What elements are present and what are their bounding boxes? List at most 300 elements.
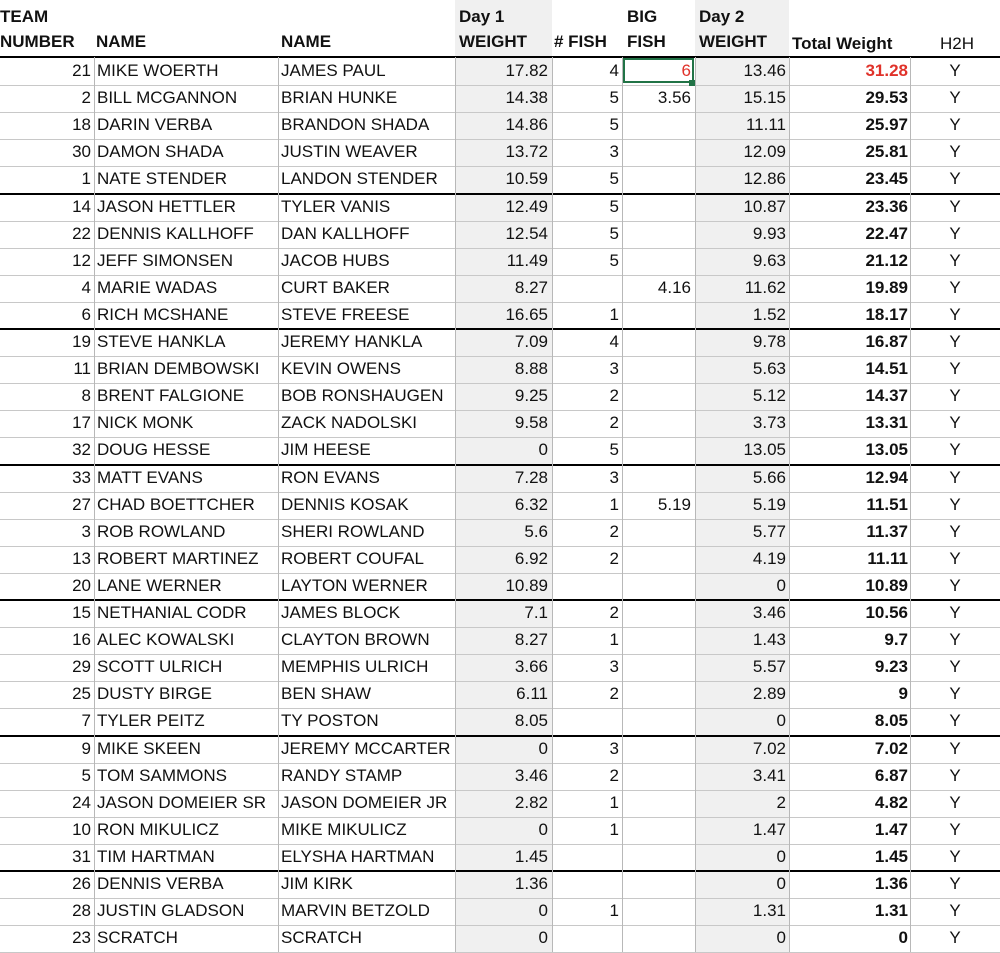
cell-name1[interactable]: CHAD BOETTCHER: [97, 495, 255, 514]
cell-day2[interactable]: 7.02: [752, 739, 786, 758]
cell-name2[interactable]: RON EVANS: [281, 468, 380, 487]
cell-big[interactable]: [622, 925, 691, 951]
cell-h2h[interactable]: Y: [949, 793, 961, 812]
cell-name2[interactable]: DAN KALLHOFF: [281, 224, 410, 243]
cell-name1[interactable]: LANE WERNER: [97, 576, 222, 595]
cell-day2[interactable]: 3.41: [752, 766, 786, 785]
cell-big[interactable]: [622, 898, 691, 924]
cell-name1[interactable]: SCOTT ULRICH: [97, 657, 223, 676]
cell-total[interactable]: 11.37: [866, 522, 908, 541]
cell-name2[interactable]: JEREMY MCCARTER: [281, 739, 451, 758]
cell-name2[interactable]: JIM KIRK: [281, 874, 353, 893]
cell-h2h[interactable]: Y: [949, 522, 961, 541]
cell-big[interactable]: [622, 194, 691, 220]
cell-name2[interactable]: SHERI ROWLAND: [281, 522, 425, 541]
cell-day1[interactable]: 14.86: [505, 115, 548, 134]
cell-fish[interactable]: 5: [609, 251, 619, 270]
cell-day1[interactable]: 1.36: [514, 874, 548, 893]
cell-team[interactable]: 3: [81, 522, 91, 541]
cell-total[interactable]: 9.7: [884, 630, 908, 649]
cell-team[interactable]: 1: [81, 169, 91, 188]
cell-day1[interactable]: 3.66: [514, 657, 548, 676]
cell-total[interactable]: 1.45: [874, 847, 908, 866]
cell-big[interactable]: [622, 844, 691, 870]
cell-h2h[interactable]: Y: [949, 169, 961, 188]
cell-day2[interactable]: 5.12: [752, 386, 786, 405]
cell-big[interactable]: [622, 681, 691, 707]
cell-total[interactable]: 9.23: [874, 657, 908, 676]
cell-name1[interactable]: MIKE WOERTH: [97, 61, 219, 80]
cell-h2h[interactable]: Y: [949, 386, 961, 405]
cell-big[interactable]: 5.19: [657, 495, 691, 514]
cell-total[interactable]: 4.82: [874, 793, 908, 812]
cell-big[interactable]: [622, 112, 691, 138]
cell-total[interactable]: 7.02: [874, 739, 908, 758]
cell-day1[interactable]: 10.89: [505, 576, 548, 595]
cell-day1[interactable]: 8.27: [514, 278, 548, 297]
cell-fish[interactable]: 2: [609, 413, 619, 432]
cell-name2[interactable]: JUSTIN WEAVER: [281, 142, 418, 161]
cell-team[interactable]: 33: [72, 468, 91, 487]
cell-fish[interactable]: 2: [609, 684, 619, 703]
cell-team[interactable]: 7: [81, 711, 91, 730]
cell-day2[interactable]: 10.87: [743, 197, 786, 216]
cell-fish[interactable]: [552, 275, 619, 301]
cell-big[interactable]: [622, 736, 691, 762]
cell-day1[interactable]: 0: [538, 440, 548, 459]
cell-h2h[interactable]: Y: [949, 197, 961, 216]
cell-h2h[interactable]: Y: [949, 332, 961, 351]
cell-team[interactable]: 2: [81, 88, 91, 107]
cell-team[interactable]: 26: [72, 874, 91, 893]
cell-team[interactable]: 11: [73, 359, 91, 378]
cell-total[interactable]: 14.37: [865, 386, 908, 405]
cell-team[interactable]: 15: [72, 603, 91, 622]
cell-day1[interactable]: 12.54: [505, 224, 548, 243]
cell-fish[interactable]: [552, 708, 619, 734]
cell-h2h[interactable]: Y: [949, 413, 961, 432]
cell-name2[interactable]: BEN SHAW: [281, 684, 372, 703]
cell-day2[interactable]: 12.09: [743, 142, 786, 161]
cell-h2h[interactable]: Y: [949, 766, 961, 785]
cell-fish[interactable]: 3: [609, 142, 619, 161]
cell-big[interactable]: [622, 546, 691, 572]
cell-name2[interactable]: TYLER VANIS: [281, 197, 391, 216]
cell-day2[interactable]: 1.31: [752, 901, 786, 920]
cell-name2[interactable]: MEMPHIS ULRICH: [281, 657, 429, 676]
cell-day1[interactable]: 3.46: [514, 766, 548, 785]
cell-total[interactable]: 13.05: [865, 440, 908, 459]
cell-fish[interactable]: 4: [609, 61, 619, 80]
cell-name1[interactable]: DUSTY BIRGE: [97, 684, 212, 703]
cell-big[interactable]: [622, 437, 691, 463]
cell-name1[interactable]: JUSTIN GLADSON: [97, 901, 245, 920]
cell-h2h[interactable]: Y: [949, 440, 961, 459]
cell-name2[interactable]: LANDON STENDER: [281, 169, 438, 188]
cell-team[interactable]: 23: [72, 928, 91, 947]
cell-day1[interactable]: 6.32: [514, 495, 548, 514]
cell-day2[interactable]: 12.86: [743, 169, 786, 188]
cell-name2[interactable]: JEREMY HANKLA: [281, 332, 423, 351]
cell-name2[interactable]: ZACK NADOLSKI: [281, 413, 418, 432]
cell-h2h[interactable]: Y: [949, 115, 961, 134]
cell-day2[interactable]: 5.19: [752, 495, 786, 514]
cell-h2h[interactable]: Y: [949, 603, 961, 622]
cell-h2h[interactable]: Y: [949, 359, 961, 378]
cell-day2[interactable]: 9.78: [752, 332, 786, 351]
cell-fish[interactable]: 1: [609, 793, 619, 812]
cell-total[interactable]: 9: [898, 684, 908, 703]
cell-fish[interactable]: 5: [609, 224, 619, 243]
cell-name1[interactable]: NATE STENDER: [97, 169, 228, 188]
cell-h2h[interactable]: Y: [949, 820, 961, 839]
cell-h2h[interactable]: Y: [949, 278, 961, 297]
cell-name2[interactable]: JIM HEESE: [281, 440, 371, 459]
cell-day2[interactable]: 9.93: [752, 224, 786, 243]
cell-name2[interactable]: BRANDON SHADA: [281, 115, 430, 134]
cell-total[interactable]: 25.97: [865, 115, 908, 134]
cell-big[interactable]: [622, 302, 691, 328]
cell-name1[interactable]: BRENT FALGIONE: [97, 386, 245, 405]
cell-name1[interactable]: NICK MONK: [97, 413, 194, 432]
cell-day2[interactable]: 0: [776, 928, 786, 947]
cell-total[interactable]: 0: [898, 928, 908, 947]
cell-day2[interactable]: 11.11: [745, 115, 786, 134]
cell-day2[interactable]: 13.05: [743, 440, 786, 459]
cell-h2h[interactable]: Y: [949, 251, 961, 270]
cell-h2h[interactable]: Y: [949, 305, 961, 324]
cell-team[interactable]: 27: [72, 495, 91, 514]
cell-name2[interactable]: ROBERT COUFAL: [281, 549, 424, 568]
cell-big[interactable]: [622, 329, 691, 355]
cell-day1[interactable]: 8.27: [514, 630, 548, 649]
selected-cell[interactable]: [623, 58, 694, 83]
cell-big[interactable]: 6: [681, 61, 691, 80]
cell-big[interactable]: [622, 573, 691, 599]
cell-day1[interactable]: 0: [538, 739, 548, 758]
cell-total[interactable]: 1.36: [874, 874, 908, 893]
cell-total[interactable]: 31.28: [865, 61, 908, 80]
cell-team[interactable]: 16: [72, 630, 91, 649]
cell-day2[interactable]: 2.89: [752, 684, 786, 703]
cell-big[interactable]: [622, 139, 691, 165]
header-day1-2: WEIGHT: [459, 32, 527, 51]
cell-day2[interactable]: 1.47: [752, 820, 786, 839]
cell-name1[interactable]: JASON DOMEIER SR: [97, 793, 267, 812]
cell-big[interactable]: 4.16: [657, 278, 691, 297]
cell-team[interactable]: 9: [81, 739, 91, 758]
cell-total[interactable]: 22.47: [865, 224, 908, 243]
cell-big[interactable]: [622, 248, 691, 274]
cell-name2[interactable]: DENNIS KOSAK: [281, 495, 409, 514]
cell-total[interactable]: 1.47: [874, 820, 908, 839]
cell-name1[interactable]: TYLER PEITZ: [97, 711, 205, 730]
cell-day2[interactable]: 0: [776, 576, 786, 595]
cell-name2[interactable]: JASON DOMEIER JR: [281, 793, 448, 812]
cell-big[interactable]: [622, 221, 691, 247]
cell-big[interactable]: [622, 654, 691, 680]
cell-fish[interactable]: 3: [609, 359, 619, 378]
cell-day1[interactable]: 7.09: [514, 332, 548, 351]
cell-team[interactable]: 13: [72, 549, 91, 568]
cell-total[interactable]: 23.45: [865, 169, 908, 188]
cell-fish[interactable]: [552, 844, 619, 870]
cell-name2[interactable]: BRIAN HUNKE: [281, 88, 398, 107]
cell-day2[interactable]: 4.19: [752, 549, 786, 568]
cell-day1[interactable]: 0: [538, 901, 548, 920]
fill-handle[interactable]: [689, 80, 695, 86]
cell-team[interactable]: 21: [72, 61, 91, 80]
cell-total[interactable]: 8.05: [874, 711, 908, 730]
cell-team[interactable]: 4: [81, 278, 91, 297]
cell-total[interactable]: 19.89: [865, 278, 908, 297]
cell-big[interactable]: [622, 871, 691, 897]
cell-day2[interactable]: 0: [776, 711, 786, 730]
cell-fish[interactable]: 5: [609, 169, 619, 188]
cell-name1[interactable]: MIKE SKEEN: [97, 739, 201, 758]
cell-total[interactable]: 10.56: [865, 603, 908, 622]
cell-day2[interactable]: 3.73: [752, 413, 786, 432]
cell-name1[interactable]: ROB ROWLAND: [97, 522, 226, 541]
cell-big[interactable]: [622, 465, 691, 491]
cell-total[interactable]: 1.31: [874, 901, 908, 920]
cell-big[interactable]: [622, 627, 691, 653]
cell-total[interactable]: 11.11: [867, 549, 908, 568]
cell-fish[interactable]: 2: [609, 549, 619, 568]
cell-fish[interactable]: 5: [609, 88, 619, 107]
cell-team[interactable]: 28: [72, 901, 91, 920]
cell-day1[interactable]: 14.38: [505, 88, 548, 107]
cell-fish[interactable]: 4: [609, 332, 619, 351]
cell-name1[interactable]: BILL MCGANNON: [97, 88, 238, 107]
cell-h2h[interactable]: Y: [949, 576, 961, 595]
cell-name2[interactable]: ELYSHA HARTMAN: [281, 847, 435, 866]
cell-day2[interactable]: 15.15: [743, 88, 786, 107]
cell-team[interactable]: 31: [72, 847, 91, 866]
cell-name1[interactable]: NETHANIAL CODR: [97, 603, 247, 622]
cell-day2[interactable]: 1.43: [752, 630, 786, 649]
cell-team[interactable]: 20: [72, 576, 91, 595]
cell-big[interactable]: [622, 817, 691, 843]
cell-day1[interactable]: 5.6: [524, 522, 548, 541]
cell-day1[interactable]: 16.65: [505, 305, 548, 324]
cell-h2h[interactable]: Y: [949, 495, 961, 514]
cell-name1[interactable]: DAMON SHADA: [97, 142, 224, 161]
cell-total[interactable]: 18.17: [865, 305, 908, 324]
cell-day2[interactable]: 0: [776, 847, 786, 866]
cell-name1[interactable]: BRIAN DEMBOWSKI: [97, 359, 260, 378]
cell-big[interactable]: [622, 383, 691, 409]
cell-total[interactable]: 16.87: [865, 332, 908, 351]
cell-h2h[interactable]: Y: [949, 630, 961, 649]
cell-day2[interactable]: 1.52: [752, 305, 786, 324]
cell-day1[interactable]: 2.82: [514, 793, 548, 812]
cell-team[interactable]: 12: [72, 251, 91, 270]
cell-fish[interactable]: 3: [609, 657, 619, 676]
cell-name1[interactable]: RICH MCSHANE: [97, 305, 229, 324]
cell-fish[interactable]: 1: [609, 630, 619, 649]
cell-name1[interactable]: DENNIS KALLHOFF: [97, 224, 254, 243]
cell-name1[interactable]: DOUG HESSE: [97, 440, 211, 459]
cell-team[interactable]: 17: [72, 413, 91, 432]
cell-name1[interactable]: DARIN VERBA: [97, 115, 213, 134]
cell-day2[interactable]: 2: [776, 793, 786, 812]
cell-day1[interactable]: 13.72: [505, 142, 548, 161]
cell-fish[interactable]: 3: [609, 468, 619, 487]
cell-big[interactable]: [622, 410, 691, 436]
cell-team[interactable]: 25: [72, 684, 91, 703]
cell-name2[interactable]: KEVIN OWENS: [281, 359, 401, 378]
cell-name1[interactable]: ALEC KOWALSKI: [97, 630, 235, 649]
cell-day1[interactable]: 0: [538, 928, 548, 947]
cell-name2[interactable]: JAMES PAUL: [281, 61, 386, 80]
cell-day1[interactable]: 6.11: [516, 684, 548, 703]
cell-total[interactable]: 25.81: [865, 142, 908, 161]
cell-day1[interactable]: 11.49: [506, 251, 548, 270]
cell-day2[interactable]: 11.62: [744, 278, 786, 297]
cell-fish[interactable]: 2: [609, 386, 619, 405]
cell-fish[interactable]: 2: [609, 522, 619, 541]
cell-h2h[interactable]: Y: [949, 142, 961, 161]
cell-team[interactable]: 19: [72, 332, 91, 351]
cell-h2h[interactable]: Y: [949, 657, 961, 676]
cell-team[interactable]: 24: [72, 793, 91, 812]
cell-name2[interactable]: JACOB HUBS: [281, 251, 390, 270]
cell-total[interactable]: 12.94: [865, 468, 908, 487]
cell-h2h[interactable]: Y: [949, 901, 961, 920]
cell-fish[interactable]: 3: [609, 739, 619, 758]
cell-team[interactable]: 14: [72, 197, 91, 216]
cell-fish[interactable]: 1: [609, 901, 619, 920]
cell-name1[interactable]: ROBERT MARTINEZ: [97, 549, 259, 568]
cell-day1[interactable]: 9.58: [514, 413, 548, 432]
cell-h2h[interactable]: Y: [949, 711, 961, 730]
cell-total[interactable]: 14.51: [865, 359, 908, 378]
cell-name2[interactable]: CURT BAKER: [281, 278, 390, 297]
cell-name2[interactable]: SCRATCH: [281, 928, 362, 947]
cell-day2[interactable]: 5.57: [752, 657, 786, 676]
cell-day2[interactable]: 0: [776, 874, 786, 893]
cell-h2h[interactable]: Y: [949, 684, 961, 703]
cell-big[interactable]: [622, 356, 691, 382]
cell-day1[interactable]: 6.92: [514, 549, 548, 568]
cell-team[interactable]: 8: [81, 386, 91, 405]
cell-team[interactable]: 5: [81, 766, 91, 785]
cell-team[interactable]: 30: [72, 142, 91, 161]
cell-name1[interactable]: JASON HETTLER: [97, 197, 236, 216]
cell-team[interactable]: 32: [72, 440, 91, 459]
cell-name1[interactable]: TIM HARTMAN: [97, 847, 215, 866]
cell-day1[interactable]: 8.05: [514, 711, 548, 730]
cell-big[interactable]: [622, 166, 691, 192]
cell-day2[interactable]: 5.66: [752, 468, 786, 487]
cell-fish[interactable]: [552, 573, 619, 599]
cell-day1[interactable]: 9.25: [514, 386, 548, 405]
cell-fish[interactable]: [552, 871, 619, 897]
cell-name1[interactable]: RON MIKULICZ: [97, 820, 219, 839]
cell-day1[interactable]: 12.49: [505, 197, 548, 216]
cell-name2[interactable]: BOB RONSHAUGEN: [281, 386, 444, 405]
cell-h2h[interactable]: Y: [949, 224, 961, 243]
cell-team[interactable]: 18: [72, 115, 91, 134]
cell-name2[interactable]: LAYTON WERNER: [281, 576, 428, 595]
cell-total[interactable]: 10.89: [865, 576, 908, 595]
cell-fish[interactable]: [552, 925, 619, 951]
cell-day1[interactable]: 7.1: [524, 603, 548, 622]
cell-name2[interactable]: MARVIN BETZOLD: [281, 901, 430, 920]
cell-fish[interactable]: 2: [609, 603, 619, 622]
cell-name2[interactable]: RANDY STAMP: [281, 766, 403, 785]
cell-day1[interactable]: 17.82: [505, 61, 548, 80]
cell-total[interactable]: 21.12: [865, 251, 908, 270]
cell-name1[interactable]: DENNIS VERBA: [97, 874, 224, 893]
cell-total[interactable]: 13.31: [865, 413, 908, 432]
cell-h2h[interactable]: Y: [949, 549, 961, 568]
cell-total[interactable]: 23.36: [865, 197, 908, 216]
cell-team[interactable]: 6: [81, 305, 91, 324]
cell-h2h[interactable]: Y: [949, 928, 961, 947]
cell-big[interactable]: [622, 708, 691, 734]
cell-h2h[interactable]: Y: [949, 847, 961, 866]
cell-name1[interactable]: MATT EVANS: [97, 468, 203, 487]
cell-name2[interactable]: TY POSTON: [281, 711, 379, 730]
cell-big[interactable]: [622, 600, 691, 626]
cell-team[interactable]: 29: [72, 657, 91, 676]
cell-fish[interactable]: 5: [609, 197, 619, 216]
cell-fish[interactable]: 1: [609, 820, 619, 839]
cell-day2[interactable]: 3.46: [752, 603, 786, 622]
cell-total[interactable]: 29.53: [865, 88, 908, 107]
cell-fish[interactable]: 1: [609, 305, 619, 324]
cell-big[interactable]: [622, 790, 691, 816]
cell-name1[interactable]: STEVE HANKLA: [97, 332, 226, 351]
cell-total[interactable]: 6.87: [874, 766, 908, 785]
cell-name1[interactable]: MARIE WADAS: [97, 278, 218, 297]
cell-day2[interactable]: 5.63: [752, 359, 786, 378]
cell-fish[interactable]: 5: [609, 440, 619, 459]
cell-fish[interactable]: 1: [609, 495, 619, 514]
cell-day1[interactable]: 10.59: [505, 169, 548, 188]
cell-team[interactable]: 10: [72, 820, 91, 839]
cell-big[interactable]: [622, 519, 691, 545]
cell-day1[interactable]: 1.45: [514, 847, 548, 866]
cell-h2h[interactable]: Y: [949, 739, 961, 758]
cell-big[interactable]: 3.56: [657, 88, 691, 107]
cell-h2h[interactable]: Y: [949, 61, 961, 80]
cell-day1[interactable]: 8.88: [514, 359, 548, 378]
cell-fish[interactable]: 5: [609, 115, 619, 134]
cell-name2[interactable]: MIKE MIKULICZ: [281, 820, 407, 839]
cell-name1[interactable]: JEFF SIMONSEN: [97, 251, 234, 270]
cell-h2h[interactable]: Y: [949, 468, 961, 487]
cell-h2h[interactable]: Y: [949, 88, 961, 107]
cell-day1[interactable]: 7.28: [514, 468, 548, 487]
cell-name2[interactable]: JAMES BLOCK: [281, 603, 401, 622]
cell-team[interactable]: 22: [72, 224, 91, 243]
cell-total[interactable]: 11.51: [866, 495, 908, 514]
cell-name1[interactable]: SCRATCH: [97, 928, 178, 947]
cell-name1[interactable]: TOM SAMMONS: [97, 766, 228, 785]
cell-day2[interactable]: 13.46: [743, 61, 786, 80]
cell-day2[interactable]: 9.63: [752, 251, 786, 270]
cell-fish[interactable]: 2: [609, 766, 619, 785]
cell-name2[interactable]: STEVE FREESE: [281, 305, 410, 324]
cell-name2[interactable]: CLAYTON BROWN: [281, 630, 430, 649]
cell-h2h[interactable]: Y: [949, 874, 961, 893]
cell-day1[interactable]: 0: [538, 820, 548, 839]
cell-big[interactable]: [622, 763, 691, 789]
cell-day2[interactable]: 5.77: [752, 522, 786, 541]
